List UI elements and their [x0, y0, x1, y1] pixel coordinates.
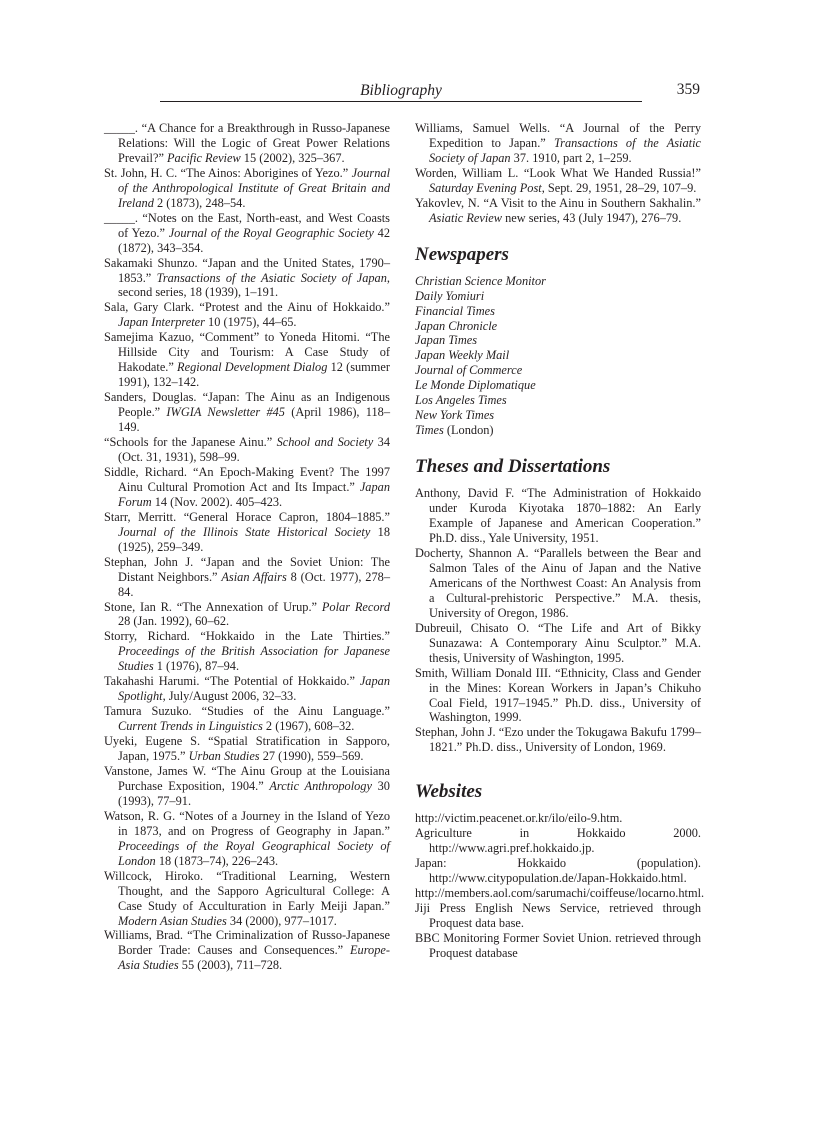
entry-text: Agriculture in Hokkaido 2000. http://www.agri.pref.hokkaido.jp.: [415, 826, 701, 856]
publication-title: Japan Weekly Mail: [415, 348, 510, 363]
entry-text: http://members.aol.com/sarumachi/coiffeuse/locarno.html.: [415, 886, 705, 901]
publication-title: Regional Development Dialog: [177, 360, 328, 375]
newspaper-item: [415, 274, 701, 289]
thesis-entry: [415, 486, 701, 546]
publication-title: Los Angeles Times: [415, 393, 507, 408]
publication-title: Proceedings of the Royal Geographical Society of London: [118, 838, 390, 868]
entry-text: 30 (1993), 77–91.: [118, 778, 390, 808]
bibliography-entry: [104, 734, 390, 764]
publication-title: Japan Spotlight: [118, 674, 390, 704]
website-entry: [415, 826, 701, 856]
bibliography-entry: [104, 704, 390, 734]
entry-text: , second series, 18 (1939), 1–191.: [118, 270, 390, 300]
entry-text: (April 1986), 118–149.: [118, 405, 390, 435]
entry-text: Williams, Brad. “The Criminalization of Russo-Japanese Border Trade: Causes and Consequences.”: [104, 928, 390, 958]
entry-text: Stephan, John J. “Japan and the Soviet Union: The Distant Neighbors.”: [104, 554, 390, 584]
entry-text: 37. 1910, part 2, 1–259.: [510, 150, 632, 165]
entry-text: Sanders, Douglas. “Japan: The Ainu as an Indigenous People.”: [104, 390, 390, 420]
entry-text: Stephan, John J. “Ezo under the Tokugawa Bakufu 1799–1821.” Ph.D. diss., University of London, 1969.: [415, 725, 701, 755]
bibliography-entry: [104, 764, 390, 809]
bibliography-entry: [104, 121, 390, 166]
entry-text: Stone, Ian R. “The Annexation of Urup.”: [104, 599, 322, 614]
entry-text: St. John, H. C. “The Ainos: Aborigines of Yezo.”: [104, 165, 352, 180]
websites-heading: Websites: [415, 781, 483, 803]
newspaper-item: [415, 378, 701, 393]
bibliography-entry: [104, 555, 390, 600]
thesis-entry: [415, 725, 701, 755]
publication-title: Journal of Commerce: [415, 363, 523, 378]
entry-text: 34 (2000), 977–1017.: [226, 913, 337, 928]
newspaper-item: [415, 348, 701, 363]
publication-title: Pacific Review: [167, 150, 241, 165]
entry-text: Tamura Suzuko. “Studies of the Ainu Language.”: [104, 704, 390, 719]
newspapers-list: [415, 274, 701, 438]
entry-text: 15 (2002), 325–367.: [240, 150, 345, 165]
entry-text: 27 (1990), 559–569.: [259, 749, 364, 764]
newspaper-item: [415, 304, 701, 319]
publication-title: Times: [415, 423, 444, 438]
entry-text: http://victim.peacenet.or.kr/ilo/eilo-9.htm.: [415, 811, 623, 826]
entry-text: 2 (1873), 248–54.: [153, 195, 246, 210]
bibliography-entry: [104, 869, 390, 929]
publication-title: Urban Studies: [188, 749, 260, 764]
entry-text: Takahashi Harumi. “The Potential of Hokkaido.”: [104, 674, 360, 689]
entry-text: Watson, R. G. “Notes of a Journey in the Island of Yezo in 1873, and on Progress of Geography in Japan.”: [104, 808, 390, 838]
entry-text: Sakamaki Shunzo. “Japan and the United States, 1790–1853.”: [104, 255, 390, 285]
left-column: [104, 121, 390, 973]
publication-title: Journal of the Royal Geographic Society: [168, 225, 374, 240]
publication-title: Japan Times: [415, 333, 478, 348]
publication-title: Asiatic Review: [429, 210, 503, 225]
entry-text: _____. “Notes on the East, North-east, and West Coasts of Yezo.”: [104, 210, 390, 240]
entry-text: 12 (summer 1991), 132–142.: [118, 360, 390, 390]
newspaper-item: [415, 423, 701, 438]
entry-text: Sala, Gary Clark. “Protest and the Ainu of Hokkaido.”: [104, 300, 390, 315]
publication-title: Journal of the Illinois State Historical Society: [118, 524, 371, 539]
entry-text: “Schools for the Japanese Ainu.”: [104, 435, 277, 450]
right-column: [415, 121, 705, 961]
theses-list: [415, 486, 701, 755]
entry-text: 18 (1873–74), 226–243.: [155, 853, 279, 868]
running-header: [160, 80, 700, 102]
bibliography-entry: [415, 196, 701, 226]
publication-title: Europe-Asia Studies: [118, 943, 390, 973]
entry-text: Uyeki, Eugene S. “Spatial Stratification in Sapporo, Japan, 1975.”: [104, 734, 390, 764]
bibliography-entry: [104, 809, 390, 869]
website-entry: [415, 811, 701, 826]
entry-text: Willcock, Hiroko. “Traditional Learning, Western Thought, and the Sapporo Agricultural College: A Case Study of Acculturation in Early Meiji Japan.”: [104, 868, 390, 913]
publication-title: Arctic Anthropology: [269, 778, 372, 793]
bibliography-entry: [104, 211, 390, 256]
entry-text: _____. “A Chance for a Breakthrough in Russo-Japanese Relations: Will the Logic of Great Power Relations Prevail?”: [104, 121, 390, 165]
entry-text: 10 (1975), 44–65.: [204, 315, 297, 330]
header-rule: [160, 101, 642, 102]
entry-text: 1 (1976), 87–94.: [153, 659, 240, 674]
bibliography-entry: [104, 674, 390, 704]
bibliography-entry: [415, 166, 701, 196]
entry-text: BBC Monitoring Former Soviet Union. retrieved through Proquest database: [415, 930, 701, 960]
publication-title: School and Society: [276, 435, 374, 450]
entry-text: Jiji Press English News Service, retrieved through Proquest data base.: [415, 901, 701, 930]
entry-text: Storry, Richard. “Hokkaido in the Late Thirties.”: [104, 629, 390, 644]
publication-title: Christian Science Monitor: [415, 273, 546, 288]
bibliography-entry: [104, 600, 390, 630]
website-entry: [415, 886, 705, 901]
bibliography-entry: [104, 435, 390, 465]
newspaper-item: [415, 408, 701, 423]
website-entry: [415, 901, 701, 931]
publication-title: Polar Record: [321, 599, 391, 614]
newspaper-item: [415, 393, 701, 408]
entry-text: 55 (2003), 711–728.: [178, 958, 283, 973]
bibliography-entry: [104, 510, 390, 555]
theses-heading: Theses and Dissertations: [415, 456, 611, 478]
publication-title: IWGIA Newsletter #45: [166, 405, 285, 420]
website-entry: [415, 856, 701, 886]
bibliography-entry: [104, 629, 390, 674]
publication-title: Current Trends in Linguistics: [118, 719, 263, 734]
journal-articles-continued: [415, 121, 701, 226]
entry-text: , July/August 2006, 32–33.: [162, 689, 297, 704]
entry-text: 8 (Oct. 1977), 278–84.: [118, 569, 390, 599]
thesis-entry: [415, 621, 701, 666]
thesis-entry: [415, 546, 701, 621]
entry-text: Starr, Merritt. “General Horace Capron, 1804–1885.”: [104, 509, 390, 524]
entry-text: Worden, William L. “Look What We Handed Russia!”: [415, 165, 701, 180]
newspaper-item: [415, 289, 701, 304]
entry-text: 34 (Oct. 31, 1931), 598–99.: [118, 435, 390, 464]
publication-title: Proceedings of the British Association for Japanese Studies: [118, 644, 390, 674]
publication-title: Japan Chronicle: [415, 318, 498, 333]
entry-text: 18 (1925), 259–349.: [118, 524, 390, 554]
bibliography-entry: [415, 121, 701, 166]
newspaper-item: [415, 319, 701, 334]
bibliography-entry: [104, 300, 390, 330]
publication-title: Japan Forum: [118, 479, 390, 509]
bibliography-entry: [104, 256, 390, 301]
entry-text: new series, 43 (July 1947), 276–79.: [502, 210, 682, 225]
thesis-entry: [415, 666, 701, 726]
page-number: 359: [676, 81, 700, 98]
entry-text: Dubreuil, Chisato O. “The Life and Art of Bikky Sunazawa: A Contemporary Ainu Sculptor.” M.A. thesis, University of Washington, 1995.: [415, 620, 701, 665]
newspaper-item: [415, 333, 701, 348]
entry-text: Williams, Samuel Wells. “A Journal of the Perry Expedition to Japan.”: [415, 121, 701, 150]
newspaper-item: [415, 363, 701, 378]
entry-text: Anthony, David F. “The Administration of Hokkaido under Kuroda Kiyotaka 1870–1882: An Early Example of Japanese and American Cooperation.” Ph.D. diss., Yale University, 1951.: [415, 486, 701, 546]
entry-text: Smith, William Donald III. “Ethnicity, Class and Gender in the Mines: Korean Workers in Japan’s Chikuho Coal Field, 1917–1945.” Ph.D. diss., University of Washington, 1999.: [415, 665, 701, 725]
publication-title: New York Times: [415, 408, 495, 423]
publication-title: Modern Asian Studies: [118, 913, 227, 928]
publication-title: Journal of the Anthropological Institute of Great Britain and Ireland: [118, 165, 390, 210]
entry-text: 42 (1872), 343–354.: [118, 225, 391, 255]
entry-text: 28 (Jan. 1992), 60–62.: [118, 614, 230, 629]
publication-title: Transactions of the Asiatic Society of Japan: [429, 135, 701, 165]
entry-text: Vanstone, James W. “The Ainu Group at the Louisiana Purchase Exposition, 1904.”: [104, 763, 390, 793]
entry-text: 14 (Nov. 2002). 405–423.: [151, 494, 283, 509]
entry-text: Siddle, Richard. “An Epoch-Making Event? The 1997 Ainu Cultural Promotion Act and Its Impact.”: [104, 464, 390, 494]
entry-text: Docherty, Shannon A. “Parallels between the Bear and Salmon Tales of the Ainu of Japan and the Native Americans of the Northwest Coast: An Analysis from a Cultural-prehistoric Perspective.” M.A. thesis, University of Oregon, 1986.: [415, 545, 701, 620]
publication-title: Japan Interpreter: [118, 315, 205, 330]
publication-title: Daily Yomiuri: [415, 288, 485, 303]
publication-title: Asian Affairs: [221, 569, 287, 584]
bibliography-entry: [104, 166, 390, 211]
newspapers-heading: Newspapers: [415, 243, 509, 265]
entry-text: Samejima Kazuo, “Comment” to Yoneda Hitomi. “The Hillside City and Tourism: A Case Study of Hakodate.”: [104, 330, 390, 375]
entry-text: , Sept. 29, 1951, 28–29, 107–9.: [541, 180, 697, 195]
publication-title: Saturday Evening Post: [429, 180, 542, 195]
bibliography-entry: [104, 390, 390, 435]
publication-title: Transactions of the Asiatic Society of Japan: [156, 270, 387, 285]
entry-text: Yakovlev, N. “A Visit to the Ainu in Southern Sakhalin.”: [415, 195, 701, 210]
bibliography-entry: [104, 928, 390, 973]
entry-text: 2 (1967), 608–32.: [262, 719, 355, 734]
entry-text: (London): [443, 423, 494, 438]
publication-title: Financial Times: [415, 303, 495, 318]
bibliography-entry: [104, 330, 390, 390]
websites-list: [415, 811, 705, 961]
running-head-title: Bibliography: [360, 82, 442, 99]
publication-title: Le Monde Diplomatique: [415, 378, 536, 393]
website-entry: [415, 931, 701, 961]
bibliography-entry: [104, 465, 390, 510]
entry-text: Japan: Hokkaido (population). http://www.citypopulation.de/Japan-Hokkaido.html.: [415, 856, 701, 886]
